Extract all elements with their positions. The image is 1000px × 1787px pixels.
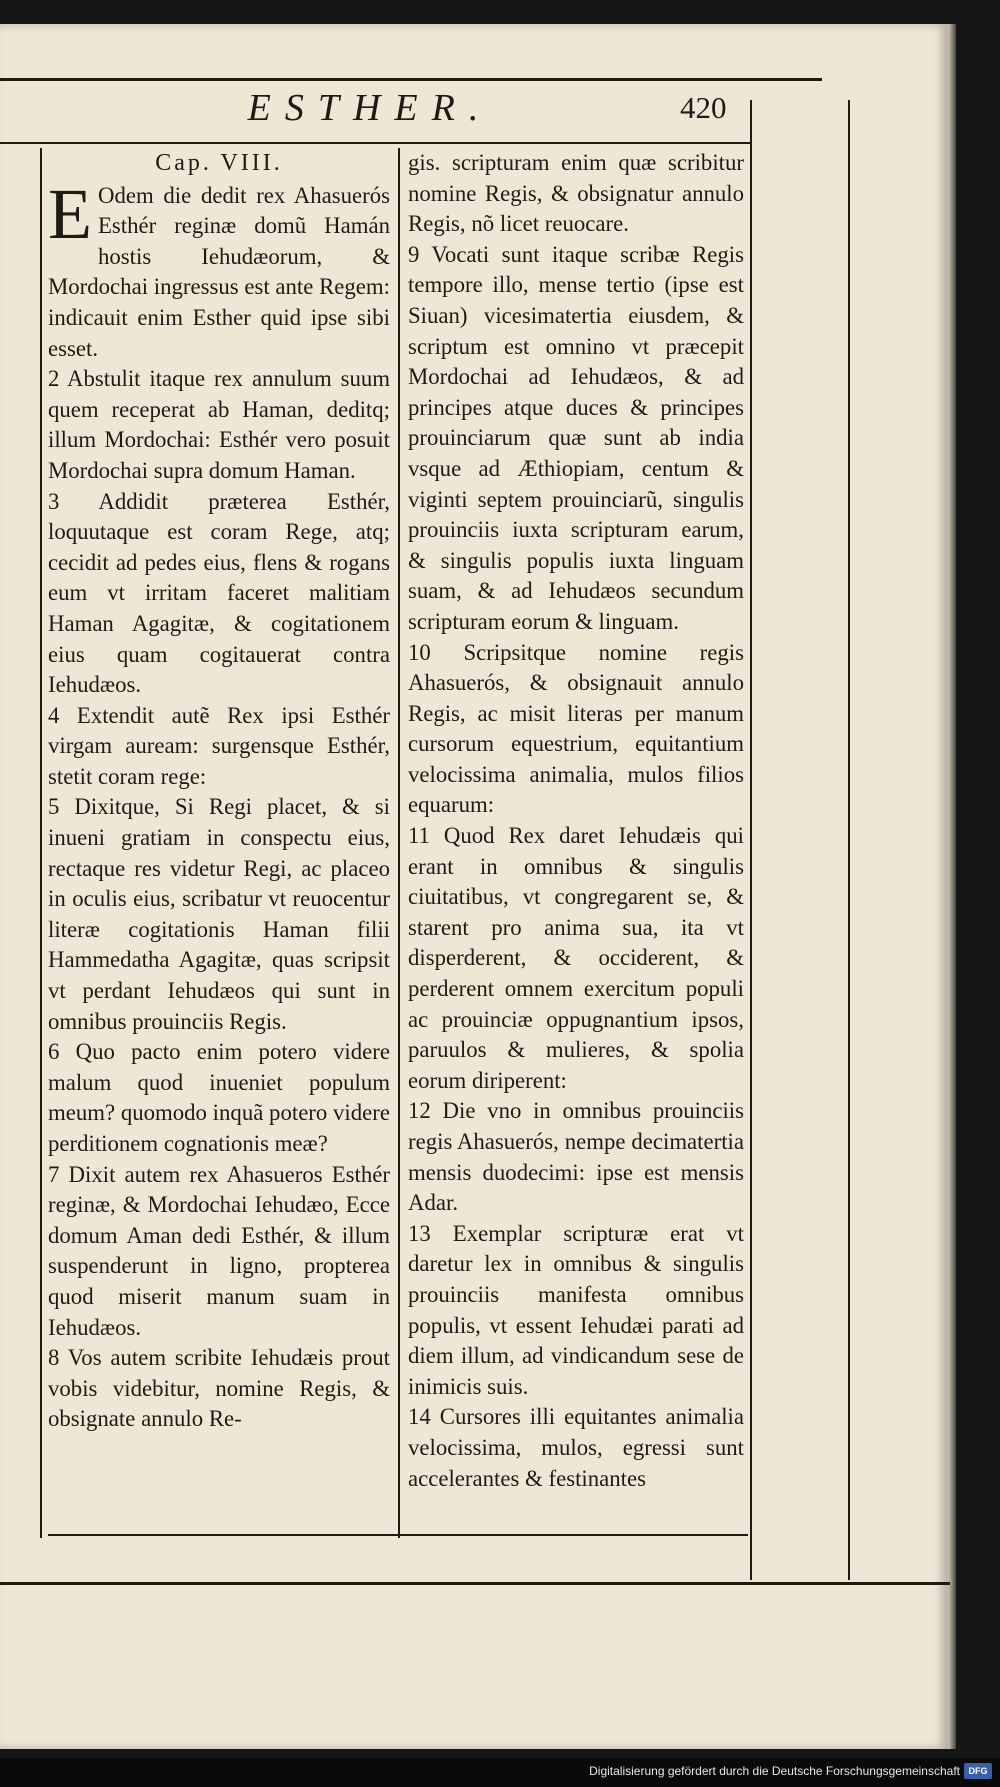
page-number: 420 xyxy=(680,90,727,125)
verse-11: 11 Quod Rex daret Iehudæis qui erant in omnibus & singulis ciuitatibus, vt congregarent se, & starent pro anima sua, ita vt disperderent, & occiderent, & perderent omnem exercitum populi ac prouinciæ oppugnantium ipsos, paruulos & mulieres, & spolia eorum diriperent: xyxy=(408,823,744,1093)
verse-4: 4 Extendit autẽ Rex ipsi Esthér virgam auream: surgensque Esthér, stetit coram rege: xyxy=(48,702,390,789)
verse-9: 9 Vocati sunt itaque scribæ Regis tempore illo, mense tertio (ipse est Siuan) vicesimatertia eiusdem, & scriptum est omnino vt præcepit Mordochai ad Iehudæos, & ad principes atque duces & principes prouinciarum quæ sunt ab india vsque ad Æthiopiam, centum & viginti septem prouinciarũ, singulis prouinciis iuxta scripturam earum, & singulis populis iuxta linguam suam, & ad Iehudæos secundum scripturam eorum & linguam. xyxy=(408,241,744,634)
right-column xyxy=(408,148,744,1528)
verse-14: 14 Cursores illi equitantes animalia velocissima, mulos, egressi sunt accelerantes & festinantes xyxy=(408,1404,744,1491)
verse-7: 7 Dixit autem rex Ahasueros Esthér reginæ, & Mordochai Iehudæo, Ecce domum Aman dedi Esthér, & illum suspenderunt in ligno, propterea quod miserit manum suam in Iehudæos. xyxy=(48,1161,390,1340)
header-underline xyxy=(0,142,752,144)
verse-3: 3 Addidit præterea Esthér, loquutaque est coram Rege, atq; cecidit ad pedes eius, flens & rogans eum vt irritam faceret malitiam Haman Agagitæ, & cogitationem eius quam cogitauerat contra Iehudæos. xyxy=(48,488,390,698)
verse-13: 13 Exemplar scripturæ erat vt daretur lex in omnibus & singulis prouinciis manifesta omnibus populis, vt essent Iehudæi parati ad diem illum, ad vindicandum sese de inimicis suis. xyxy=(408,1220,744,1399)
verse-10: 10 Scripsitque nomine regis Ahasuerós, & obsignauit annulo Regis, ac misit literas per manum cursorum equestrium, equitantium velocissima animalia, mulos filios equarum: xyxy=(408,639,744,818)
page-edge xyxy=(948,24,956,1749)
running-head: ESTHER. xyxy=(247,87,493,129)
drop-cap: E xyxy=(48,173,92,254)
paragraph-1 xyxy=(48,173,390,365)
verse-8: 8 Vos autem scribite Iehudæis prout vobis videbitur, nomine Regis, & obsignate annulo Re- xyxy=(48,1345,390,1432)
bottom-rule-inner xyxy=(48,1534,748,1536)
top-rule xyxy=(0,78,822,81)
verse-12: 12 Die vno in omnibus prouinciis regis Ahasuerós, nempe decimatertia mensis duodecimi: ipse est mensis Adar. xyxy=(408,1098,744,1216)
dfg-logo-icon: DFG xyxy=(964,1763,992,1779)
outer-frame-far-right xyxy=(848,100,850,1580)
bottom-rule-outer xyxy=(0,1582,950,1585)
paragraph-1-text: Odem die dedit rex Ahasuerós Esthér reginæ domũ Hamán hostis Iehudæorum, & Mordochai ingressus est ante Regem: indicauit enim Esther quid ipse sibi esset. xyxy=(48,182,390,361)
verse-5: 5 Dixitque, Si Regi placet, & si inueni gratiam in conspectu eius, rectaque res videtur Regi, ac placeo in oculis eius, scribatur vt reuocentur literæ cogitationis Haman filii Hammedatha Agagitæ, quas scripsit vt perdant Iehudæos qui sunt in omnibus prouinciis Regis. xyxy=(48,794,390,1034)
verse-2: 2 Abstulit itaque rex annulum suum quem receperat ab Haman, deditq; illum Mordochai: Esthér vero posuit Mordochai supra domum Haman. xyxy=(48,366,390,483)
left-margin-rule xyxy=(40,148,42,1538)
verse-6: 6 Quo pacto enim potero videre malum quod inueniet populum meum? quomodo inquã potero videre perditionem cognationis meæ? xyxy=(48,1039,390,1156)
digitization-credit: Digitalisierung gefördert durch die Deutsche Forschungsgemeinschaft xyxy=(589,1764,960,1778)
verse-8-continued: gis. scripturam enim quæ scribitur nomine Regis, & obsignatur annulo Regis, nõ licet reuocare. xyxy=(408,150,744,237)
chapter-heading: Cap. VIII. xyxy=(155,150,283,176)
left-column xyxy=(48,148,390,1528)
column-divider xyxy=(398,148,400,1538)
outer-frame-right xyxy=(750,100,752,1580)
